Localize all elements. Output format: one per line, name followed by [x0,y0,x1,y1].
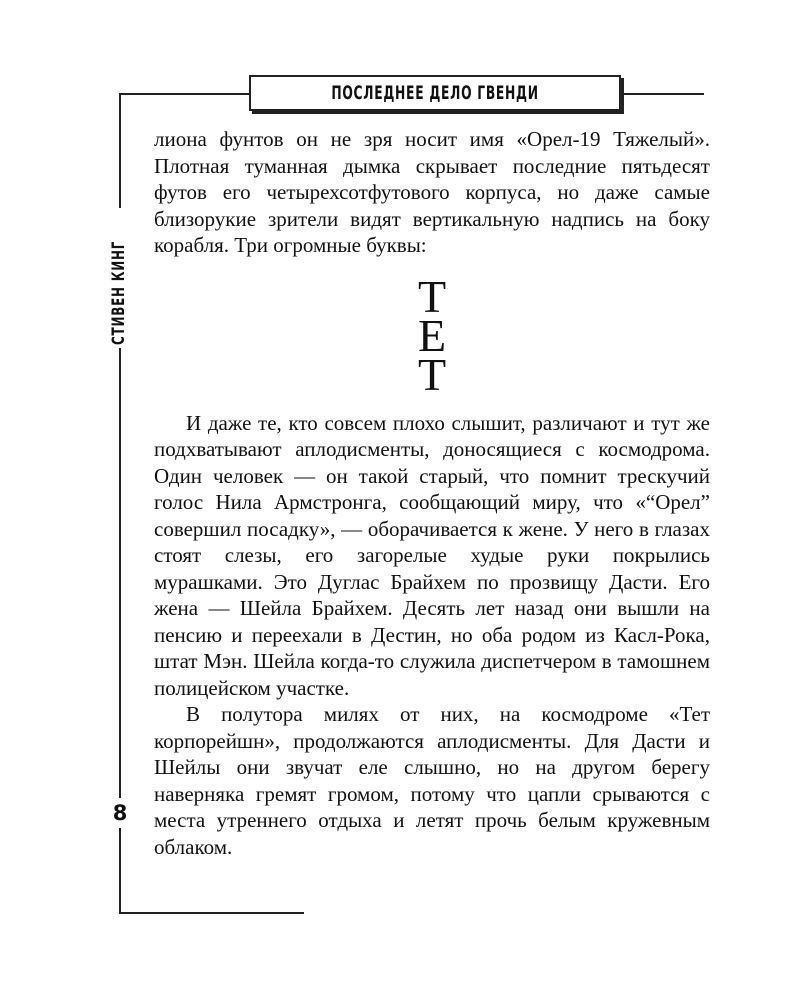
top-left-rule [119,93,251,95]
letter-t-2: Т [417,348,447,400]
letter-t-1: Т [417,270,447,322]
book-title: ПОСЛЕДНЕЕ ДЕЛО ГВЕНДИ [331,82,539,104]
running-header-box [249,75,621,111]
author-name-vertical [108,208,130,348]
top-right-rule [622,93,704,95]
paragraph-1: лиона фунтов он не зря носит имя «Орел-19 Тяжелый». Плотная туманная дымка скрывает последние пятьдесят футов его четырехсотфутового корпуса, но даже самые близорукие зрители видят вертикальную надпись на боку корабля. Три огромные буквы: [154,127,710,257]
tet-letters [154,259,710,410]
page-number: 8 [108,798,132,828]
paragraph-3: В полутора милях от них, на космодроме «Тет корпорейшн», продолжаются аплодисменты. Для Дасти и Шейлы они звучат еле слышно, но на другом берегу наверняка гремят громом, потому что цапли срываются с места утреннего отдыха и летят прочь белым кружевным облаком. [154,702,710,859]
paragraph-2: И даже те, кто совсем плохо слышит, различают и тут же подхватывают аплодисменты, доносящиеся с космодрома. Один человек — он такой старый, что помнит трескучий голос Нила Армстронга, сообщающий миру, что «“Орел” совершил посадку», — оборачивается к жене. У него в глазах стоят слезы, его загорелые худые руки покрылись мурашками. Это Дуглас Брайхем по прозвищу Дасти. Его жена — Шейла Брайхем. Десять лет назад они вышли на пенсию и переехали в Дестин, но оба родом из Касл-Рока, штат Мэн. Шейла когда-то служила диспетчером в тамошнем полицейском участке. [154,410,710,700]
letter-e: Е [417,309,447,361]
body-text [154,126,710,860]
author-name: СТИВЕН КИНГ [109,240,129,345]
bottom-rule [119,912,304,914]
